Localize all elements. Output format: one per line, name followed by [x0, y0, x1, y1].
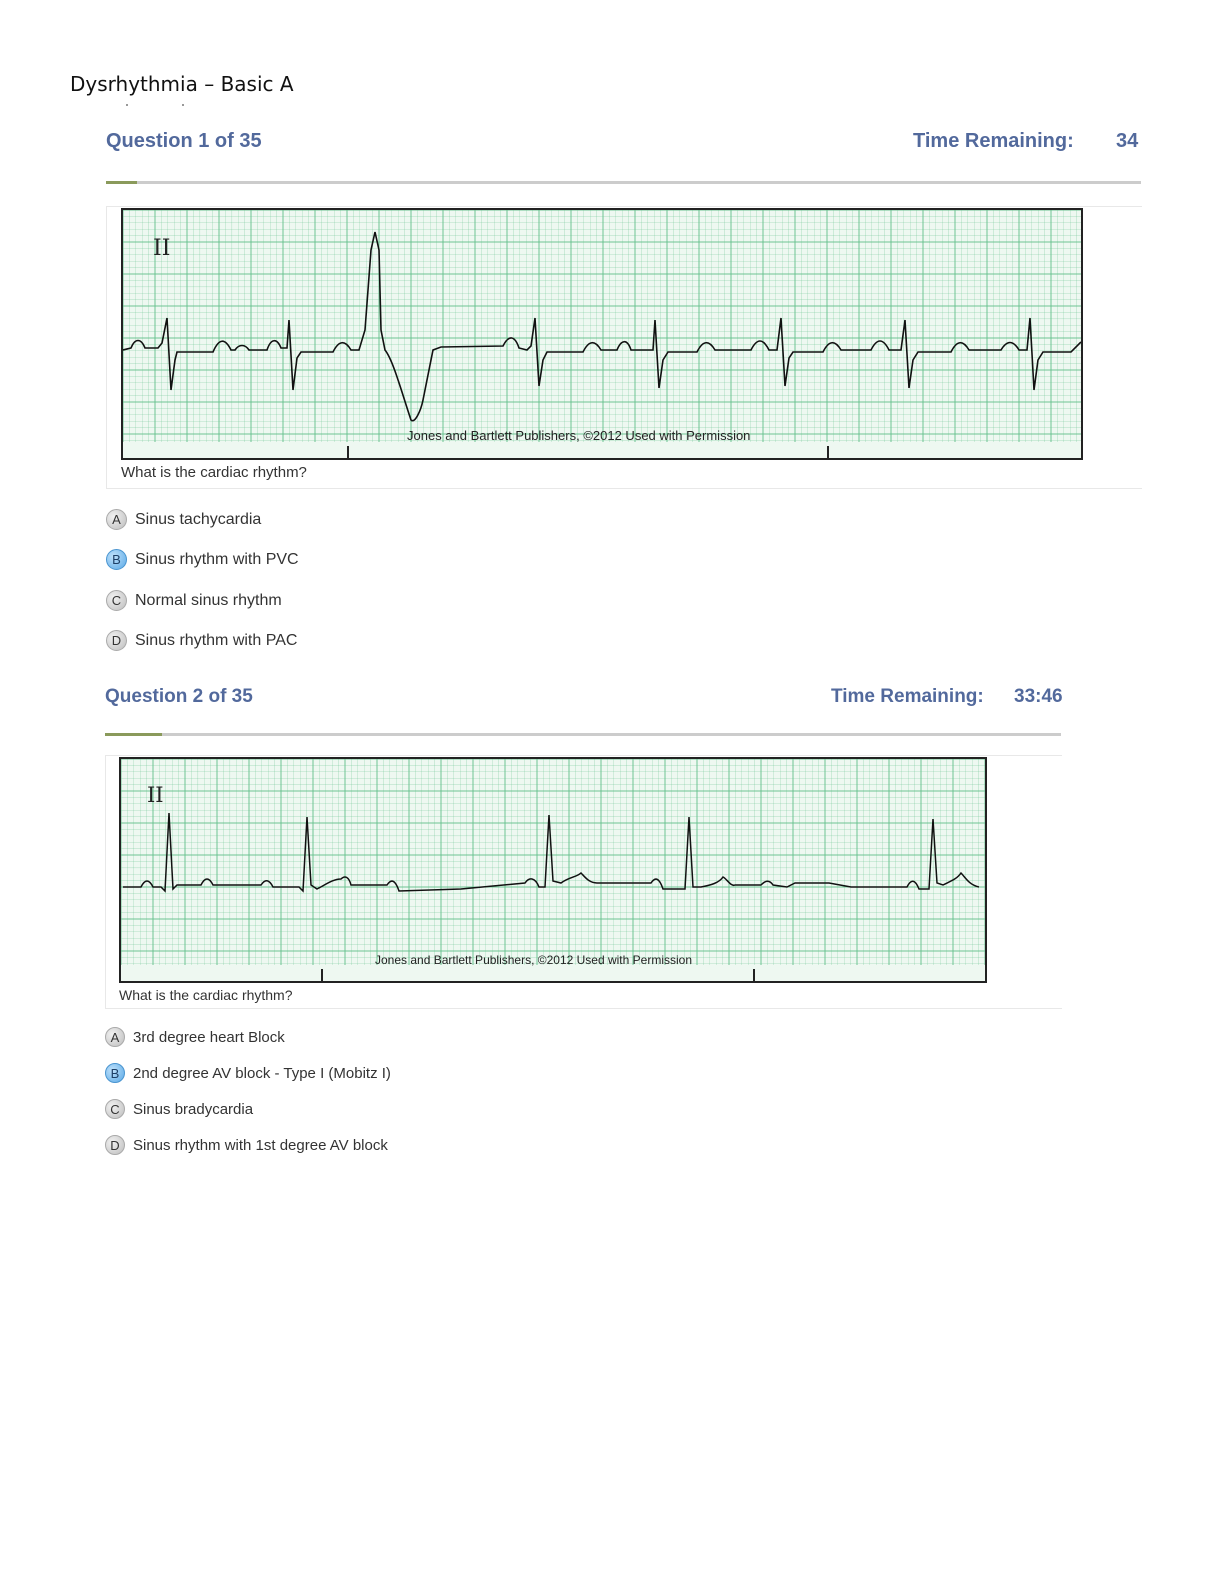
question-header — [106, 130, 1146, 170]
progress-bar — [105, 733, 1061, 736]
image-credit: Jones and Bartlett Publishers, ©2012 Used with Permission — [375, 953, 692, 967]
question-prompt: What is the cardiac rhythm? — [119, 987, 293, 1003]
ecg-strip — [121, 208, 1083, 460]
time-remaining-label: Time Remaining: — [913, 130, 1074, 152]
lead-label: II — [153, 236, 171, 261]
ecg-waveform — [123, 210, 1081, 458]
ecg-waveform — [121, 759, 985, 981]
ecg-strip — [119, 757, 987, 983]
option-letter-badge: D — [106, 630, 127, 651]
question-header — [105, 686, 1065, 726]
answer-option-a[interactable] — [105, 1027, 285, 1047]
question-block-1 — [106, 130, 1146, 660]
time-marker — [321, 969, 323, 981]
time-remaining-label: Time Remaining: — [831, 686, 984, 707]
time-marker — [827, 446, 829, 458]
question-number: Question 1 of 35 — [106, 130, 262, 152]
option-label: Sinus bradycardia — [133, 1100, 254, 1118]
document-title: Dysrhythmia – Basic A — [70, 72, 294, 96]
time-remaining-value: 33:46 — [1014, 686, 1063, 707]
option-letter-badge: C — [105, 1099, 125, 1119]
question-block-2 — [105, 686, 1065, 1166]
question-number: Question 2 of 35 — [105, 686, 253, 707]
image-credit: Jones and Bartlett Publishers, ©2012 Used with Permission — [407, 428, 751, 443]
question-card — [106, 206, 1142, 489]
option-letter-badge: A — [105, 1027, 125, 1047]
option-letter-badge: B — [105, 1063, 125, 1083]
option-label: Sinus rhythm with PAC — [135, 631, 298, 649]
time-marker — [347, 446, 349, 458]
option-letter-badge: D — [105, 1135, 125, 1155]
option-label: Sinus rhythm with 1st degree AV block — [133, 1136, 388, 1154]
option-letter-badge: B — [106, 549, 127, 570]
answer-option-c[interactable] — [106, 590, 282, 611]
answer-option-a[interactable] — [106, 509, 261, 530]
progress-fill — [105, 733, 162, 736]
answer-option-d[interactable] — [106, 630, 297, 651]
question-card — [105, 755, 1062, 1009]
option-label: Normal sinus rhythm — [135, 591, 282, 609]
time-marker — [753, 969, 755, 981]
progress-fill — [106, 181, 137, 184]
option-label: 2nd degree AV block - Type I (Mobitz I) — [133, 1064, 391, 1082]
progress-bar — [106, 181, 1141, 184]
option-label: Sinus rhythm with PVC — [135, 550, 299, 568]
question-prompt: What is the cardiac rhythm? — [121, 464, 307, 481]
option-letter-badge: A — [106, 509, 127, 530]
option-letter-badge: C — [106, 590, 127, 611]
time-remaining-value: 34 — [1116, 130, 1139, 152]
answer-option-d[interactable] — [105, 1135, 388, 1155]
option-label: 3rd degree heart Block — [133, 1028, 285, 1046]
option-label: Sinus tachycardia — [135, 510, 262, 528]
answer-option-c[interactable] — [105, 1099, 253, 1119]
scan-artifact — [126, 104, 186, 114]
answer-option-b[interactable] — [106, 549, 299, 570]
lead-label: II — [147, 783, 164, 807]
answer-option-b[interactable] — [105, 1063, 391, 1083]
